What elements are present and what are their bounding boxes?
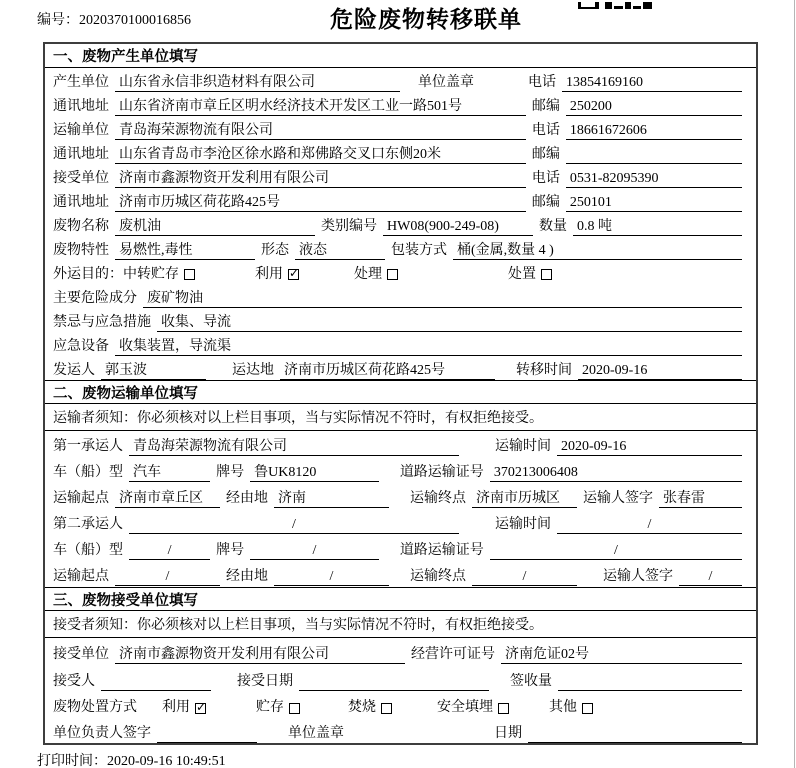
destination-label: 运达地: [232, 363, 274, 378]
transfer-form: [43, 42, 758, 745]
responsible-sign-label: 单位负责人签字: [53, 726, 151, 741]
equipment-row: [45, 332, 756, 356]
purpose-option-transfer-storage: 中转贮存: [123, 267, 179, 282]
route2-sign-label: 运输人签字: [603, 569, 673, 584]
checkbox-disposal-landfill: [498, 703, 509, 714]
receiver-notice: 接受者须知：你必须核对以上栏目事项，当与实际情况不符时，有权拒绝接受。: [45, 611, 756, 638]
accept-unit-row: [45, 638, 756, 665]
vehicle1-permit-value: 370213006408: [490, 465, 742, 482]
receiver-zip-label: 邮编: [531, 195, 560, 210]
page-title: 危险废物转移联单: [330, 7, 522, 32]
signed-qty-label: 签收量: [510, 674, 552, 689]
accept-date-value: [299, 674, 489, 691]
waste-name-label: 废物名称: [53, 219, 109, 234]
receiver-address-row: [45, 188, 756, 212]
waste-traits-label: 废物特性: [53, 243, 109, 258]
producer-zip-label: 邮编: [531, 99, 560, 114]
accept-unit-value: 济南市鑫源物资开发利用有限公司: [115, 643, 405, 664]
responsible-sign-value: [157, 726, 257, 743]
producer-label: 产生单位: [53, 75, 109, 90]
license-label: 经营许可证号: [411, 647, 495, 662]
route1-start-value: 济南市章丘区: [115, 487, 220, 508]
transporter-phone-value: 18661672606: [566, 123, 742, 140]
disposal-option-landfill: 安全填埋: [437, 700, 493, 715]
checkbox-treat: [387, 269, 398, 280]
sign-date-value: [528, 726, 742, 743]
producer-address-value: 山东省济南市章丘区明水经济技术开发区工业一路501号: [115, 95, 526, 116]
destination-value: 济南市历城区荷花路425号: [280, 359, 495, 380]
serial-number: [37, 9, 191, 29]
print-time-value: 2020-09-16 10:49:51: [107, 754, 226, 768]
route1-via-value: 济南: [274, 487, 389, 508]
transfer-time-label: 转移时间: [516, 363, 572, 378]
vehicle1-row: [45, 457, 756, 483]
signed-qty-value: [558, 674, 742, 691]
producer-address-label: 通讯地址: [53, 99, 109, 114]
qr-code-icon: [578, 2, 654, 9]
purpose-option-dispose: 处置: [508, 267, 536, 282]
waste-category-value: HW08(900-249-08): [383, 219, 533, 236]
transporter-address-row: [45, 140, 756, 164]
purpose-label: 外运目的：: [53, 267, 123, 282]
transporter-notice: 运输者须知：你必须核对以上栏目事项，当与实际情况不符时，有权拒绝接受。: [45, 404, 756, 431]
receiver-phone-value: 0531-82095390: [566, 171, 742, 188]
vehicle2-type-label: 车（船）型: [53, 543, 123, 558]
section1-header: 一、废物产生单位填写: [45, 44, 756, 68]
vehicle2-row: [45, 535, 756, 561]
emergency-value: 收集、导流: [157, 311, 742, 332]
vehicle2-plate-value: /: [250, 543, 379, 560]
checkbox-disposal-incinerate: [381, 703, 392, 714]
route2-start-value: /: [115, 569, 220, 586]
producer-phone-label: 电话: [528, 75, 556, 90]
emergency-label: 禁忌与应急措施: [53, 315, 151, 330]
waste-category-label: 类别编号: [321, 219, 377, 234]
waste-name-row: [45, 212, 756, 236]
waste-traits-value: 易燃性,毒性: [115, 239, 255, 260]
producer-address-row: [45, 92, 756, 116]
receiver-label: 接受单位: [53, 171, 109, 186]
vehicle2-permit-value: /: [490, 543, 742, 560]
vehicle2-permit-label: 道路运输证号: [399, 543, 484, 558]
checkbox-disposal-store: [289, 703, 300, 714]
recipient-row: [45, 665, 756, 692]
qr-code-remnant: [578, 0, 654, 9]
disposal-option-incinerate: 焚烧: [348, 700, 376, 715]
checkbox-utilize: [288, 269, 299, 280]
transporter-label: 运输单位: [53, 123, 109, 138]
carrier2-value: /: [129, 517, 459, 534]
print-time-label: 打印时间：: [37, 754, 107, 768]
route2-via-value: /: [274, 569, 389, 586]
equipment-label: 应急设备: [53, 339, 109, 354]
accept-unit-label: 接受单位: [53, 647, 109, 662]
packing-value: 桶(金属,数量 4 ): [453, 239, 742, 260]
waste-form-value: 液态: [295, 239, 385, 260]
waste-qty-label: 数量: [539, 219, 567, 234]
section3-header: 三、废物接受单位填写: [45, 587, 756, 611]
waste-traits-row: [45, 236, 756, 260]
section2-header: 二、废物运输单位填写: [45, 380, 756, 404]
disposal-option-utilize: 利用: [162, 700, 190, 715]
waste-qty-value: 0.8 吨: [573, 215, 742, 236]
waste-form-label: 形态: [261, 243, 289, 258]
route1-row: [45, 483, 756, 509]
license-value: 济南危证02号: [501, 643, 742, 664]
route2-sign-value: /: [679, 569, 742, 586]
checkbox-transfer-storage: [184, 269, 195, 280]
consignor-label: 发运人: [53, 363, 95, 378]
transporter-phone-label: 电话: [531, 123, 560, 138]
receiver-row: [45, 164, 756, 188]
vehicle1-type-label: 车（船）型: [53, 465, 123, 480]
page-edge-divider: [794, 0, 795, 768]
route1-sign-label: 运输人签字: [583, 491, 653, 506]
purpose-option-utilize: 利用: [255, 267, 283, 282]
transporter-row: [45, 116, 756, 140]
consignor-value: 郭玉波: [101, 359, 206, 380]
unit-seal-label: 单位盖章: [288, 726, 344, 741]
recipient-label: 接受人: [53, 674, 95, 689]
receiver-zip-value: 250101: [566, 195, 742, 212]
carrier2-time-value: /: [557, 517, 742, 534]
hazard-row: [45, 284, 756, 308]
route2-start-label: 运输起点: [53, 569, 109, 584]
route1-via-label: 经由地: [226, 491, 268, 506]
receiver-value: 济南市鑫源物资开发利用有限公司: [115, 167, 526, 188]
accept-date-label: 接受日期: [237, 674, 293, 689]
checkbox-disposal-other: [582, 703, 593, 714]
checkbox-dispose: [541, 269, 552, 280]
disposal-label: 废物处置方式: [53, 700, 137, 715]
dispatch-row: [45, 356, 756, 380]
receiver-address-label: 通讯地址: [53, 195, 109, 210]
vehicle1-plate-label: 牌号: [216, 465, 245, 480]
producer-phone-value: 13854169160: [562, 75, 742, 92]
route2-via-label: 经由地: [226, 569, 268, 584]
transporter-address-label: 通讯地址: [53, 147, 109, 162]
carrier2-time-label: 运输时间: [495, 517, 551, 532]
producer-value: 山东省永信非织造材料有限公司: [115, 71, 400, 92]
carrier2-label: 第二承运人: [53, 517, 123, 532]
serial-value: 2020370100016856: [79, 13, 191, 28]
emergency-row: [45, 308, 756, 332]
print-time: [37, 750, 226, 768]
vehicle1-plate-value: 鲁UK8120: [250, 461, 379, 482]
serial-label: 编号：: [37, 13, 79, 28]
route1-start-label: 运输起点: [53, 491, 109, 506]
checkbox-disposal-utilize: [195, 703, 206, 714]
transfer-time-value: 2020-09-16: [578, 363, 742, 380]
vehicle2-type-value: /: [129, 543, 210, 560]
route1-end-value: 济南市历城区: [472, 487, 577, 508]
receiver-address-value: 济南市历城区荷花路425号: [115, 191, 526, 212]
purpose-row: [45, 260, 756, 284]
carrier1-row: [45, 431, 756, 457]
route2-row: [45, 561, 756, 587]
vehicle2-plate-label: 牌号: [216, 543, 245, 558]
signature-row: [45, 718, 756, 744]
route1-sign-value: 张春雷: [659, 487, 742, 508]
hazard-label: 主要危险成分: [53, 291, 137, 306]
route2-end-value: /: [472, 569, 577, 586]
route1-end-label: 运输终点: [410, 491, 466, 506]
producer-row: [45, 68, 756, 92]
purpose-option-treat: 处理: [354, 267, 382, 282]
route2-end-label: 运输终点: [410, 569, 466, 584]
disposal-row: [45, 692, 756, 718]
disposal-option-store: 贮存: [256, 700, 284, 715]
carrier1-time-value: 2020-09-16: [557, 439, 742, 456]
carrier1-value: 青岛海荣源物流有限公司: [129, 435, 459, 456]
equipment-value: 收集装置，导流渠: [115, 335, 742, 356]
carrier1-time-label: 运输时间: [495, 439, 551, 454]
transporter-zip-value: [566, 147, 742, 164]
transporter-value: 青岛海荣源物流有限公司: [115, 119, 526, 140]
producer-zip-value: 250200: [566, 99, 742, 116]
packing-label: 包装方式: [391, 243, 447, 258]
transporter-address-value: 山东省青岛市李沧区徐水路和郑佛路交叉口东侧20米: [115, 143, 526, 164]
sign-date-label: 日期: [494, 726, 522, 741]
receiver-phone-label: 电话: [531, 171, 560, 186]
seal-label: 单位盖章: [418, 75, 474, 90]
hazard-value: 废矿物油: [143, 287, 742, 308]
waste-name-value: 废机油: [115, 215, 315, 236]
vehicle1-type-value: 汽车: [129, 461, 210, 482]
disposal-option-other: 其他: [549, 700, 577, 715]
vehicle1-permit-label: 道路运输证号: [399, 465, 484, 480]
carrier1-label: 第一承运人: [53, 439, 123, 454]
carrier2-row: [45, 509, 756, 535]
transporter-zip-label: 邮编: [531, 147, 560, 162]
recipient-value: [101, 674, 211, 691]
